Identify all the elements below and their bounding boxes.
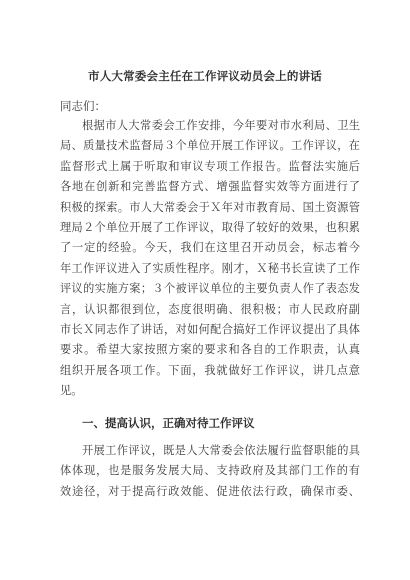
document-title: 市人大常委会主任在工作评议动员会上的讲话	[88, 69, 322, 83]
paragraph-line: 见。	[60, 384, 83, 398]
paragraph-line: 市长Ｘ同志作了讲话，对如何配合搞好工作评议提出了具体	[60, 322, 360, 336]
paragraph-line: 评议的实施方案；３个被评议单位的主要负责人作了表态发	[60, 282, 360, 296]
paragraph-2	[60, 441, 360, 502]
paragraph-line: 效途径，对于提高行政效能、促进依法行政，确保市委、	[60, 484, 360, 498]
paragraph-line: 组织开展各项工作。下面，我就做好工作评议，讲几点意	[60, 363, 360, 377]
paragraph-line: 根据市人大常委会工作安排，今年要对市水利局、卫生	[82, 119, 360, 132]
paragraph-line: 体体现，也是服务发展大局、支持政府及其部门工作的有	[60, 464, 360, 478]
paragraph-line: 局、质量技术监督局３个单位开展工作评议。工作评议，在	[60, 139, 360, 153]
section-heading: 一、提高认识，正确对待工作评议	[82, 416, 255, 430]
paragraph-line: 各地在创新和完善监督方式、增强监督实效等方面进行了	[60, 180, 360, 194]
paragraph-line: 积极的探索。市人大常委会于Ｘ年对市教育局、国土资源管	[60, 200, 360, 214]
paragraph-line: 开展工作评议，既是人大常委会依法履行监督职能的具	[82, 444, 360, 457]
paragraph-line: 言，认识都很到位，态度很明确、很积极；市人民政府副	[60, 302, 360, 316]
paragraph-line: 监督形式上属于听取和审议专项工作报告。监督法实施后	[60, 159, 360, 173]
paragraph-line: 了一定的经验。今天，我们在这里召开动员会，标志着今	[60, 241, 360, 255]
salutation: 同志们：	[60, 99, 106, 113]
paragraph-line: 理局２个单位开展了工作评议，取得了较好的效果，也积累	[60, 220, 360, 234]
paragraph-1	[60, 116, 360, 401]
paragraph-line: 年工作评议进入了实质性程序。刚才，Ｘ秘书长宣读了工作	[60, 261, 360, 275]
paragraph-line: 要求。希望大家按照方案的要求和各自的工作职责，认真	[60, 343, 360, 357]
